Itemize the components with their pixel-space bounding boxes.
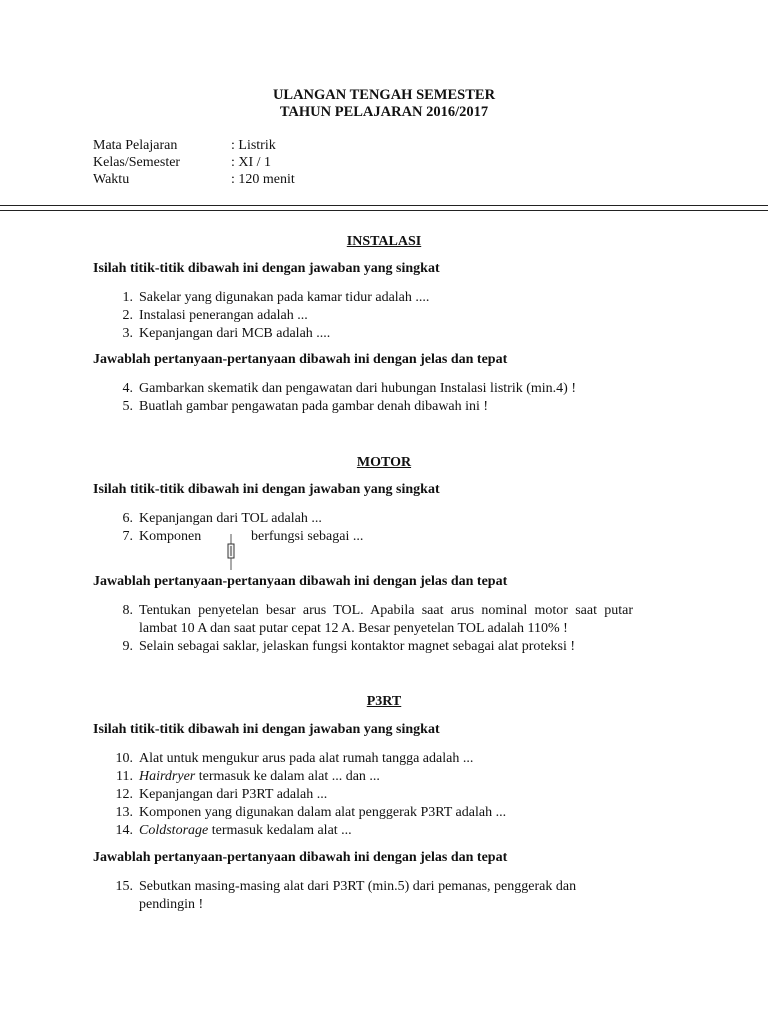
question-text-line2: pendingin ! [139, 897, 204, 912]
question-text [139, 768, 633, 786]
section-title-p3rt: P3RT [366, 694, 402, 709]
question-number: 12. [115, 787, 133, 802]
exam-title: ULANGAN TENGAH SEMESTER [272, 87, 496, 103]
meta-value: : Listrik [231, 138, 276, 153]
question-number: 4. [122, 381, 133, 396]
question-text: Kepanjangan dari TOL adalah ... [139, 511, 322, 526]
instruction-short: Isilah titik-titik dibawah ini dengan jawaban yang singkat [93, 722, 440, 737]
meta-label: Kelas/Semester [93, 155, 181, 170]
meta-value: : XI / 1 [231, 155, 272, 170]
divider-line-top [0, 205, 768, 206]
question-text: Kepanjangan dari MCB adalah .... [139, 326, 331, 341]
question-text-part: termasuk kedalam alat ... [208, 823, 352, 838]
meta-label: Waktu [93, 172, 130, 187]
question-text-part: berfungsi sebagai ... [251, 529, 364, 544]
question-number: 3. [122, 326, 133, 341]
question-text-part: Komponen [139, 529, 202, 544]
question-text [139, 528, 633, 546]
italic-term: Hairdryer [139, 769, 196, 784]
question-text: Kepanjangan dari P3RT adalah ... [139, 787, 328, 802]
question-text: Komponen yang digunakan dalam alat penggerak P3RT adalah ... [139, 805, 507, 820]
question-number: 8. [122, 603, 133, 618]
section-title-instalasi: INSTALASI [346, 234, 422, 249]
section-title-motor: MOTOR [356, 455, 412, 470]
question-number: 2. [122, 308, 133, 323]
question-text: Buatlah gambar pengawatan pada gambar denah dibawah ini ! [139, 399, 489, 414]
fuse-component-icon [226, 534, 236, 570]
question-text-line2: lambat 10 A dan saat putar cepat 12 A. Besar penyetelan TOL adalah 110% ! [139, 621, 568, 636]
meta-value: : 120 menit [231, 172, 295, 187]
question-text: Alat untuk mengukur arus pada alat rumah tangga adalah ... [139, 751, 474, 766]
question-text: Instalasi penerangan adalah ... [139, 308, 308, 323]
question-number: 7. [122, 529, 133, 544]
question-text-line1: Sebutkan masing-masing alat dari P3RT (min.5) dari pemanas, penggerak dan [139, 879, 577, 894]
question-number: 13. [115, 805, 133, 820]
question-number: 11. [116, 769, 133, 784]
question-number: 15. [115, 879, 133, 894]
instruction-short: Isilah titik-titik dibawah ini dengan jawaban yang singkat [93, 261, 440, 276]
question-number: 14. [115, 823, 133, 838]
question-number: 5. [122, 399, 133, 414]
instruction-long: Jawablah pertanyaan-pertanyaan dibawah ini dengan jelas dan tepat [93, 574, 508, 589]
question-number: 1. [122, 290, 133, 305]
question-text: Sakelar yang digunakan pada kamar tidur adalah .... [139, 290, 430, 305]
question-text-line1: Tentukan penyetelan besar arus TOL. Apabila saat arus nominal motor saat putar [139, 603, 633, 618]
meta-label: Mata Pelajaran [93, 138, 178, 153]
question-number: 9. [122, 639, 133, 654]
question-number: 6. [122, 511, 133, 526]
question-number: 10. [115, 751, 133, 766]
italic-term: Coldstorage [139, 823, 209, 838]
question-text: Selain sebagai saklar, jelaskan fungsi kontaktor magnet sebagai alat proteksi ! [139, 639, 576, 654]
question-text-part: termasuk ke dalam alat ... dan ... [195, 769, 380, 784]
instruction-short: Isilah titik-titik dibawah ini dengan jawaban yang singkat [93, 482, 440, 497]
exam-year: TAHUN PELAJARAN 2016/2017 [279, 104, 489, 120]
question-text [139, 822, 633, 840]
instruction-long: Jawablah pertanyaan-pertanyaan dibawah ini dengan jelas dan tepat [93, 352, 508, 367]
divider-line-bottom [0, 210, 768, 211]
instruction-long: Jawablah pertanyaan-pertanyaan dibawah ini dengan jelas dan tepat [93, 850, 508, 865]
question-text: Gambarkan skematik dan pengawatan dari hubungan Instalasi listrik (min.4) ! [139, 381, 576, 396]
